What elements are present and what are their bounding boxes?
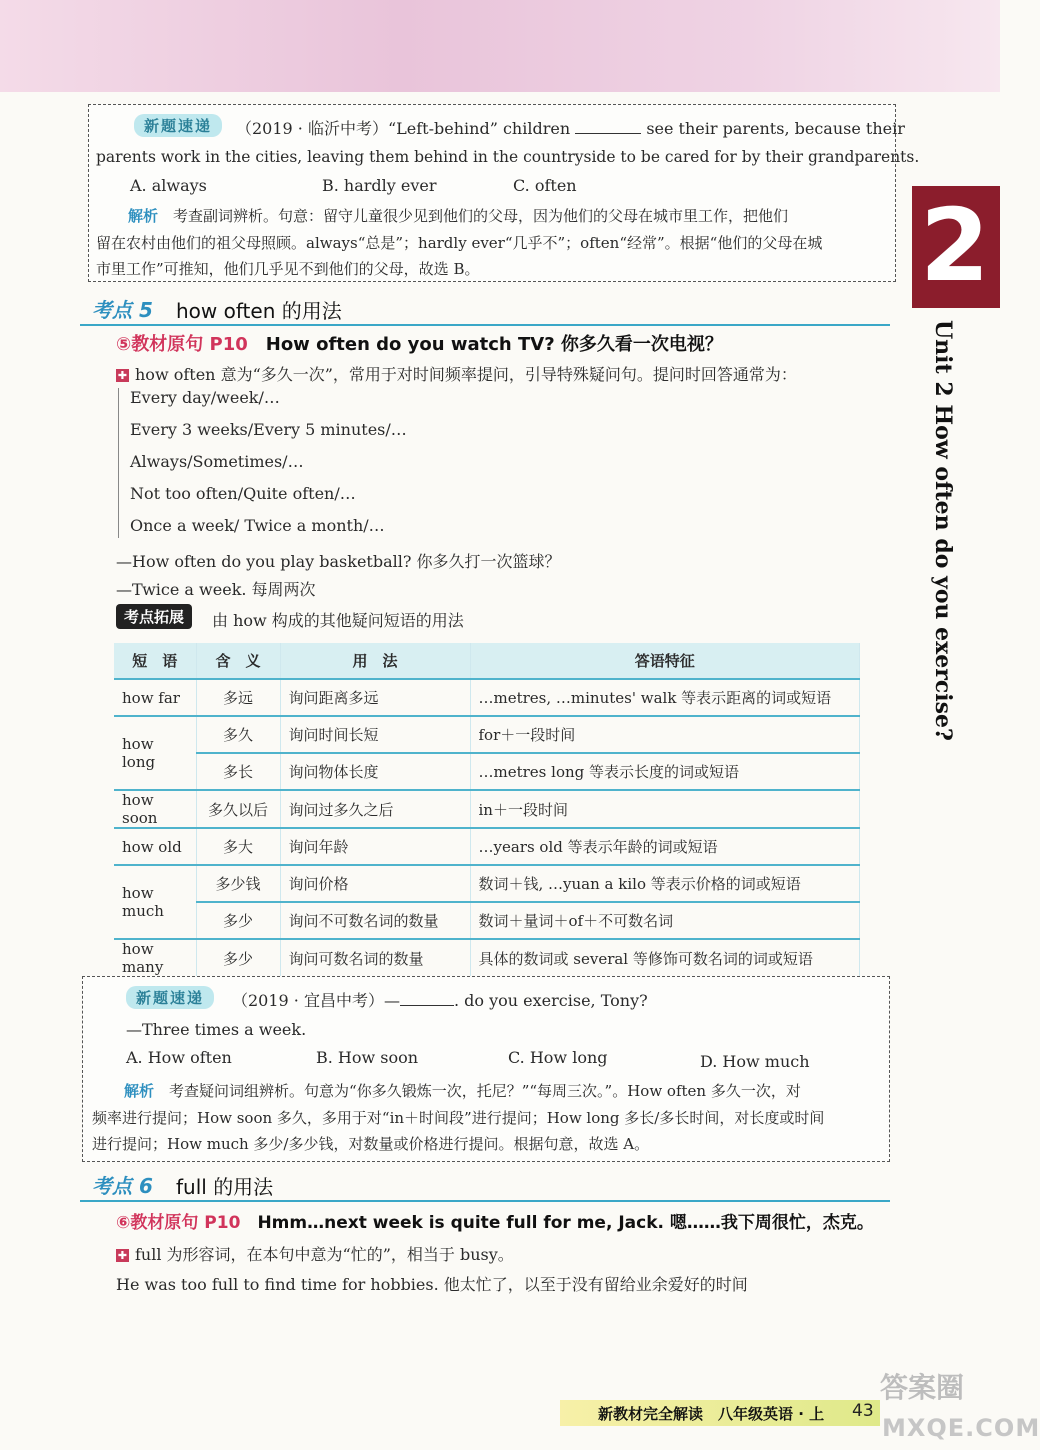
plus-bullet-icon: ✚: [117, 369, 128, 382]
table-row: [114, 679, 860, 716]
watermark-url: MXQE.COM: [882, 1414, 1040, 1442]
table-header: 答语特征: [470, 643, 860, 679]
meaning-cell: 多长: [196, 753, 280, 790]
table-row: [114, 865, 860, 902]
footer-book-title: 新教材完全解读 八年级英语 · 上: [598, 1405, 825, 1423]
section-label: 考点 5: [92, 298, 153, 322]
usage-cell: 询问物体长度: [280, 753, 470, 790]
phrase-cell: how many: [114, 939, 196, 977]
example-line-6: He was too full to find time for hobbies. 他太忙了，以至于没有留给业余爱好的时间: [116, 1275, 748, 1294]
meaning-cell: 多远: [196, 679, 280, 716]
phrase-cell: how much: [114, 865, 196, 939]
usage-cell: 询问价格: [280, 865, 470, 902]
question-text: （2019 · 临沂中考）“Left-behind” children see their parents, because their: [236, 119, 905, 138]
phrase-cell: how far: [114, 679, 196, 716]
table-header: 用 法: [280, 643, 470, 679]
unit-number: 2: [920, 187, 990, 304]
explanation-line-2: 留在农村由他们的祖父母照顾。always“总是”；hardly ever“几乎不”；often“经常”。根据“他们的父母在城: [96, 234, 823, 252]
section-title: full 的用法: [176, 1175, 274, 1199]
answer-item: Every 3 weeks/Every 5 minutes/…: [130, 420, 407, 439]
answer-cell: 数词＋量词＋of＋不可数名词: [470, 902, 860, 939]
example-line-1: —How often do you play basketball? 你多久打一次篮球？: [116, 552, 561, 571]
page-number: 43: [852, 1401, 874, 1421]
option-a: A. always: [130, 176, 207, 195]
explanation-6: ✚ full 为形容词，在本句中意为“忙的”，相当于 busy。: [117, 1245, 514, 1264]
answer-item: Always/Sometimes/…: [130, 452, 304, 471]
table-row: [114, 790, 860, 828]
option-b: B. How soon: [316, 1048, 419, 1067]
explanation-5: ✚ how often 意为“多久一次”，常用于对时间频率提问，引导特殊疑问句。提问时回答通常为：: [117, 365, 797, 384]
section-heading-5: [80, 294, 890, 326]
new-question-tag: 新题速递: [134, 114, 222, 137]
option-a: A. How often: [126, 1048, 232, 1067]
table-row: [114, 939, 860, 977]
meaning-cell: 多少钱: [196, 865, 280, 902]
extension-tag: 考点拓展: [116, 604, 192, 629]
section-title: how often 的用法: [176, 299, 342, 323]
table-header-row: [114, 643, 860, 679]
meaning-cell: 多久: [196, 716, 280, 753]
table-header: 短 语: [114, 643, 196, 679]
answer-cell: 具体的数词或 several 等修饰可数名词的词或短语: [470, 939, 860, 977]
meaning-cell: 多少: [196, 939, 280, 977]
textbook-sentence-5: ⑤教材原句 P10 How often do you watch TV? 你多久看一次电视？: [116, 334, 723, 355]
option-c: C. How long: [508, 1048, 608, 1067]
usage-cell: 询问年龄: [280, 828, 470, 865]
answer-bracket: [118, 388, 125, 538]
usage-cell: 询问过多久之后: [280, 790, 470, 828]
unit-title-vertical: Unit 2 How often do you exercise?: [930, 320, 956, 741]
section-heading-6: [80, 1170, 890, 1202]
explanation-line-3: 市里工作”可推知，他们几乎见不到他们的父母，故选 B。: [96, 260, 480, 278]
answer-item: Once a week/ Twice a month/…: [130, 516, 385, 535]
question-text-cont: parents work in the cities, leaving them behind in the countryside to be cared for by their grandparents.: [96, 148, 920, 166]
plus-bullet-icon: ✚: [117, 1249, 128, 1262]
answer-item: Not too often/Quite often/…: [130, 484, 356, 503]
explanation-line-1: 解析 考查疑问词组辨析。句意为“你多久锻炼一次，托尼？”“每周三次。”。How often 多久一次，对: [124, 1082, 801, 1100]
phrase-cell: how old: [114, 828, 196, 865]
watermark-logo: 答案圈: [880, 1371, 965, 1404]
phrase-cell: how long: [114, 716, 196, 790]
usage-cell: 询问可数名词的数量: [280, 939, 470, 977]
meaning-cell: 多大: [196, 828, 280, 865]
option-c: C. often: [513, 176, 577, 195]
question-reply: —Three times a week.: [126, 1020, 307, 1039]
answer-item: Every day/week/…: [130, 388, 280, 407]
table-row: [114, 753, 860, 790]
answer-cell: for＋一段时间: [470, 716, 860, 753]
explanation-line-2: 频率进行提问；How soon 多久，多用于对“in＋时间段”进行提问；How long 多长/多长时间，对长度或时间: [92, 1109, 825, 1127]
usage-cell: 询问不可数名词的数量: [280, 902, 470, 939]
explanation-line-1: 解析 考查副词辨析。句意：留守儿童很少见到他们的父母，因为他们的父母在城市里工作，把他们: [128, 207, 789, 225]
usage-cell: 询问时间长短: [280, 716, 470, 753]
example-line-2: —Twice a week. 每周两次: [116, 580, 316, 599]
answer-blank: [575, 133, 641, 134]
explanation-line-3: 进行提问；How much 多少/多少钱，对数量或价格进行提问。根据句意，故选 A。: [92, 1135, 650, 1153]
answer-cell: in＋一段时间: [470, 790, 860, 828]
question-text: （2019 · 宜昌中考）— . do you exercise, Tony?: [232, 991, 648, 1010]
option-d: D. How much: [700, 1052, 810, 1071]
meaning-cell: 多久以后: [196, 790, 280, 828]
answer-cell: …metres long 等表示长度的词或短语: [470, 753, 860, 790]
answer-cell: …metres, …minutes' walk 等表示距离的词或短语: [470, 679, 860, 716]
meaning-cell: 多少: [196, 902, 280, 939]
phrase-cell: how soon: [114, 790, 196, 828]
extension-title: 由 how 构成的其他疑问短语的用法: [212, 611, 464, 630]
new-question-tag: 新题速递: [126, 986, 214, 1009]
answer-cell: …years old 等表示年龄的词或短语: [470, 828, 860, 865]
decorative-header-band: [0, 0, 1000, 92]
answer-cell: 数词＋钱, …yuan a kilo 等表示价格的词或短语: [470, 865, 860, 902]
table-row: [114, 902, 860, 939]
answer-blank: [400, 1005, 454, 1006]
option-b: B. hardly ever: [322, 176, 437, 195]
table-row: [114, 716, 860, 753]
table-header: 含 义: [196, 643, 280, 679]
section-label: 考点 6: [92, 1174, 153, 1198]
table-row: [114, 828, 860, 865]
how-phrases-table: [114, 643, 860, 978]
usage-cell: 询问距离多远: [280, 679, 470, 716]
textbook-sentence-6: ⑥教材原句 P10 Hmm…next week is quite full for me, Jack. 嗯……我下周很忙，杰克。: [116, 1213, 874, 1233]
